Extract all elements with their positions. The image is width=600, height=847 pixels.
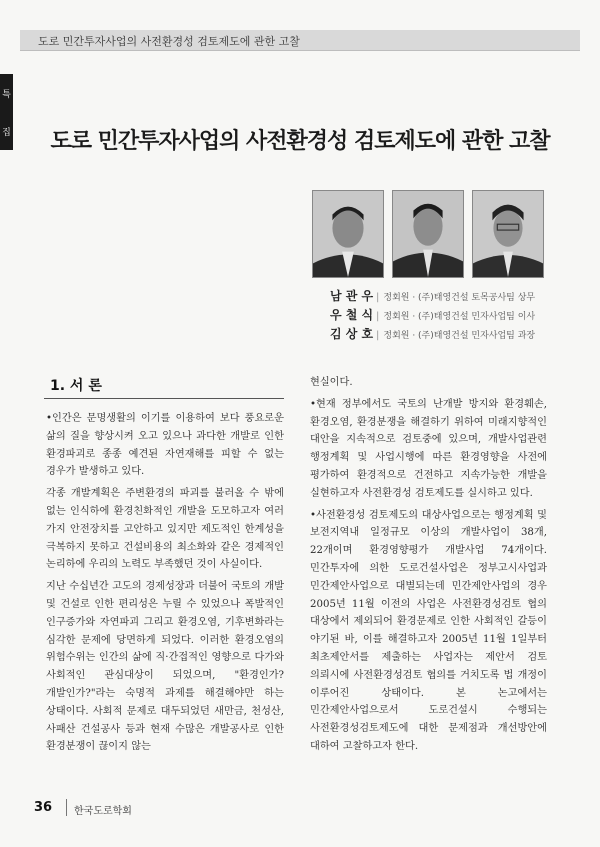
divider: |: [376, 292, 380, 303]
divider: |: [376, 311, 380, 322]
running-title: 도로 민간투자사업의 사전환경성 검토제도에 관한 고찰: [38, 35, 300, 48]
paragraph: 지난 수십년간 고도의 경제성장과 더불어 국토의 개발 및 건설로 인한 편리성은 누릴 수 있었으나 폭발적인 인구증가와 자연파괴 그리고 환경오염, 기후변화라는 심각한 문제에 당면하게 되었다. 이러한 환경오염의 위험수위는 인간의 삶에 직·간접적인 영향으로 다가와 사회적인 관심대상이 되었으며, "환경인가? 개발인가?"라는 숙명적 과제를 해결해야만 하는 상태이다. 사회적 문제로 대두되었던 새만금, 천성산, 사패산 건설공사 등과 현재 수많은 개발공사로 인한 환경분쟁이 끊이지 않는: [46, 581, 284, 753]
author-row: [330, 287, 535, 306]
author-affiliation: 정회원 · (주)태영건설 민자사업팀 과장: [383, 331, 536, 341]
author-photo: [392, 190, 464, 278]
page-number: 36: [34, 800, 53, 815]
author-affiliation: 정회원 · (주)태영건설 민자사업팀 이사: [383, 312, 536, 322]
author-photo: [472, 190, 544, 278]
section-heading: 1. 서 론: [50, 378, 102, 394]
author-name: 우 철 식: [330, 308, 374, 322]
bullet: •: [310, 509, 317, 521]
paragraph-text: 사전환경성 검토제도의 대상사업으로는 행정계획 및 보전지역내 일정규모 이상의 개발사업이 38개, 22개이며 환경영향평가 개발사업 74개이다. 민간투자에 의한 도로건설사업은 정부고시사업과 민간제안사업으로 대별되는데 민간제안사업의 경우 2005년 11월 이전의 사업은 사전환경성검토 협의 대상에서 제외되어 환경문제로 인한 사회적인 갈등이 야기된 바, 이를 해결하고자 2005년 11월 1일부터 최초제안서를 제출하는 사업자는 제안서 검토 의뢰시에 사전환경성검토 협의를 거치도록 법 개정이 이루어진 상태이다. 본 논고에서는 민간제안사업으로서 도로건설시 수행되는 사전환경성검토제도에 대한 문제점과 개선방안에 대하여 고찰하고자 한다.: [310, 509, 547, 752]
author-photo: [312, 190, 384, 278]
paragraph: 현실이다.: [310, 377, 353, 388]
article-title: 도로 민간투자사업의 사전환경성 검토제도에 관한 고찰: [50, 129, 550, 154]
section-rule: [44, 398, 284, 399]
author-affiliation: 정회원 · (주)태영건설 토목공사팀 상무: [383, 293, 536, 303]
side-tab-char: 특: [2, 89, 11, 100]
publisher-name: 한국도로학회: [74, 806, 132, 817]
bullet: •: [46, 413, 53, 424]
paragraph: [46, 410, 284, 481]
paragraph-text: 인간은 문명생활의 이기를 이용하여 보다 풍요로운 삶의 질을 향상시켜 오고 있으나 과다한 개발로 인한 환경파괴로 종종 예견된 자연재해를 피할 수 없는 경우가 발생하고 있다.: [46, 413, 284, 478]
author-list: [330, 287, 535, 344]
paragraph: [310, 396, 547, 503]
author-row: [330, 306, 535, 325]
divider: |: [376, 330, 380, 341]
bullet: •: [310, 398, 317, 410]
author-row: [330, 325, 535, 344]
author-name: 김 상 호: [330, 327, 374, 341]
left-column: [46, 410, 284, 760]
side-tab-char: 집: [2, 127, 11, 138]
paragraph: [310, 507, 547, 756]
author-name: 남 관 우: [330, 289, 374, 303]
right-column: [310, 374, 547, 760]
paragraph: 각종 개발계획은 주변환경의 파괴를 불러올 수 밖에 없는 인식하에 환경친화적인 개발을 도모하고자 여러 가지 안전장치를 고안하고 있지만 제도적인 한계성을 극복하지 못하고 건설비용의 최소화와 같은 경제적인 논리하에 우리의 노력도 부족했던 것이 사실이다.: [46, 488, 284, 571]
paragraph-text: 현재 정부에서도 국토의 난개발 방지와 환경훼손, 환경오염, 환경분쟁을 해결하기 위하여 미래지향적인 대안을 지속적으로 검토중에 있으며, 개발사업관련 행정계획 및 사업시행에 따른 환경영향을 사전에 평가하여 환경적으로 건전하고 지속가능한 개발을 실현하고자 사전환경성 검토제도를 실시하고 있다.: [310, 398, 547, 499]
footer-divider: [66, 799, 67, 816]
